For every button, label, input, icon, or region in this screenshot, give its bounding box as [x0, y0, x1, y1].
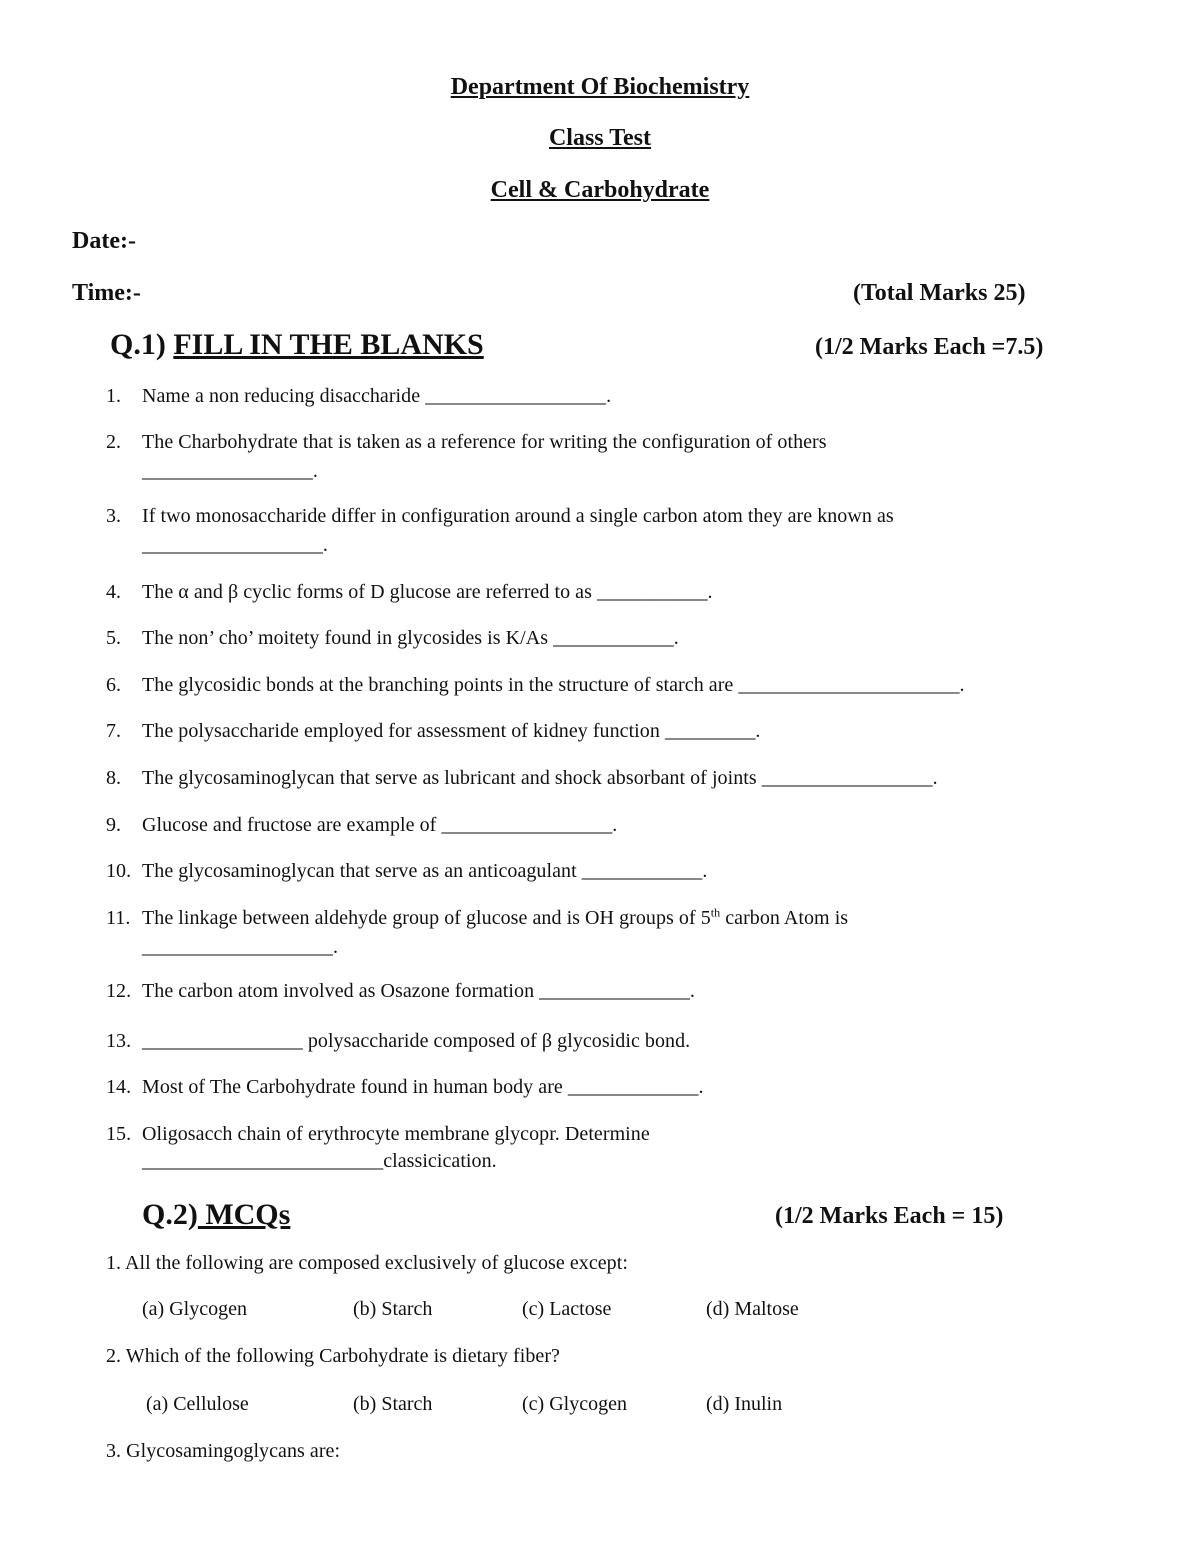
item-blank: ________________________classicication.	[142, 1150, 497, 1172]
list-item	[106, 581, 713, 604]
time-label: Time:-	[72, 280, 141, 306]
item-text: The carbon atom involved as Osazone formation _______________.	[142, 980, 695, 1002]
item-text: The non’ cho’ moitety found in glycosides is K/As ____________.	[142, 627, 679, 649]
mcq-option: (b) Starch	[353, 1298, 433, 1320]
item-number: 15.	[106, 1123, 132, 1145]
item-number: 2.	[106, 431, 122, 453]
mcq-option: (c) Glycogen	[522, 1393, 627, 1415]
list-item	[106, 505, 894, 556]
item-number: 12.	[106, 980, 132, 1002]
mcq-option: (a) Glycogen	[142, 1298, 247, 1320]
list-item	[106, 980, 695, 1003]
item-number: 14.	[106, 1076, 132, 1098]
mcq-option: (c) Lactose	[522, 1298, 612, 1320]
mcq-option: (d) Inulin	[706, 1393, 783, 1415]
subject-title: Cell & Carbohydrate	[490, 177, 710, 203]
q1-prefix: Q.1)	[110, 328, 174, 361]
item-blank: __________________.	[142, 534, 328, 556]
item-blank: ___________________.	[142, 936, 338, 958]
q2-marks: (1/2 Marks Each = 15)	[775, 1203, 1004, 1229]
item-text: Most of The Carbohydrate found in human body are _____________.	[142, 1076, 704, 1098]
item-number: 1.	[106, 385, 122, 407]
item-number: 6.	[106, 674, 122, 696]
item-text: The polysaccharide employed for assessment of kidney function _________.	[142, 720, 761, 742]
q2-title: MCQs	[197, 1198, 291, 1231]
item-number: 4.	[106, 581, 122, 603]
list-item	[106, 720, 761, 743]
item-number: 5.	[106, 627, 122, 649]
list-item	[106, 674, 965, 697]
item-number: 11.	[106, 907, 131, 929]
item-number: 8.	[106, 767, 122, 789]
q1-marks: (1/2 Marks Each =7.5)	[815, 334, 1044, 360]
q1-heading	[110, 328, 484, 362]
item-number: 3.	[106, 505, 122, 527]
item-text: Oligosacch chain of erythrocyte membrane glycopr. Determine	[142, 1123, 650, 1145]
item-text: ________________ polysaccharide composed of β glycosidic bond.	[142, 1030, 691, 1052]
list-item	[106, 814, 618, 837]
item-number: 13.	[106, 1030, 132, 1052]
item-number: 9.	[106, 814, 122, 836]
item-number: 7.	[106, 720, 122, 742]
mcq-option: (b) Starch	[353, 1393, 433, 1415]
mcq-option: (a) Cellulose	[146, 1393, 249, 1415]
item-text: Glucose and fructose are example of _________________.	[142, 814, 618, 836]
mcq-stem: 1. All the following are composed exclusively of glucose except:	[106, 1252, 628, 1274]
item-text: The Charbohydrate that is taken as a reference for writing the configuration of others	[142, 431, 827, 453]
mcq-stem: 3. Glycosamingoglycans are:	[106, 1440, 341, 1462]
item-text: The glycosaminoglycan that serve as an anticoagulant ____________.	[142, 860, 708, 882]
list-item	[106, 627, 679, 650]
item-text: The α and β cyclic forms of D glucose are referred to as ___________.	[142, 581, 713, 603]
item-text: The linkage between aldehyde group of glucose and is OH groups of 5th carbon Atom is	[142, 905, 849, 929]
item-text: If two monosaccharide differ in configuration around a single carbon atom they are known as	[142, 505, 894, 527]
list-item	[106, 385, 612, 408]
item-text: The glycosidic bonds at the branching points in the structure of starch are ______________________.	[142, 674, 965, 696]
mcq-stem: 2. Which of the following Carbohydrate is dietary fiber?	[106, 1345, 560, 1367]
q2-heading	[142, 1198, 290, 1232]
list-item	[106, 767, 938, 790]
total-marks: (Total Marks 25)	[853, 280, 1026, 306]
item-text: Name a non reducing disaccharide __________________.	[142, 385, 612, 407]
list-item	[106, 431, 827, 482]
date-label: Date:-	[72, 228, 136, 254]
list-item	[106, 905, 849, 958]
item-blank: _________________.	[142, 460, 318, 482]
list-item	[106, 1076, 704, 1099]
test-title: Class Test	[548, 125, 652, 151]
item-text: The glycosaminoglycan that serve as lubricant and shock absorbant of joints _________________.	[142, 767, 938, 789]
list-item	[106, 1030, 691, 1053]
q1-title: FILL IN THE BLANKS	[173, 328, 484, 361]
department-title: Department Of Biochemistry	[450, 74, 750, 100]
q2-prefix: Q.2)	[142, 1198, 198, 1231]
list-item	[106, 860, 708, 883]
item-number: 10.	[106, 860, 132, 882]
mcq-option: (d) Maltose	[706, 1298, 799, 1320]
list-item	[106, 1123, 650, 1172]
